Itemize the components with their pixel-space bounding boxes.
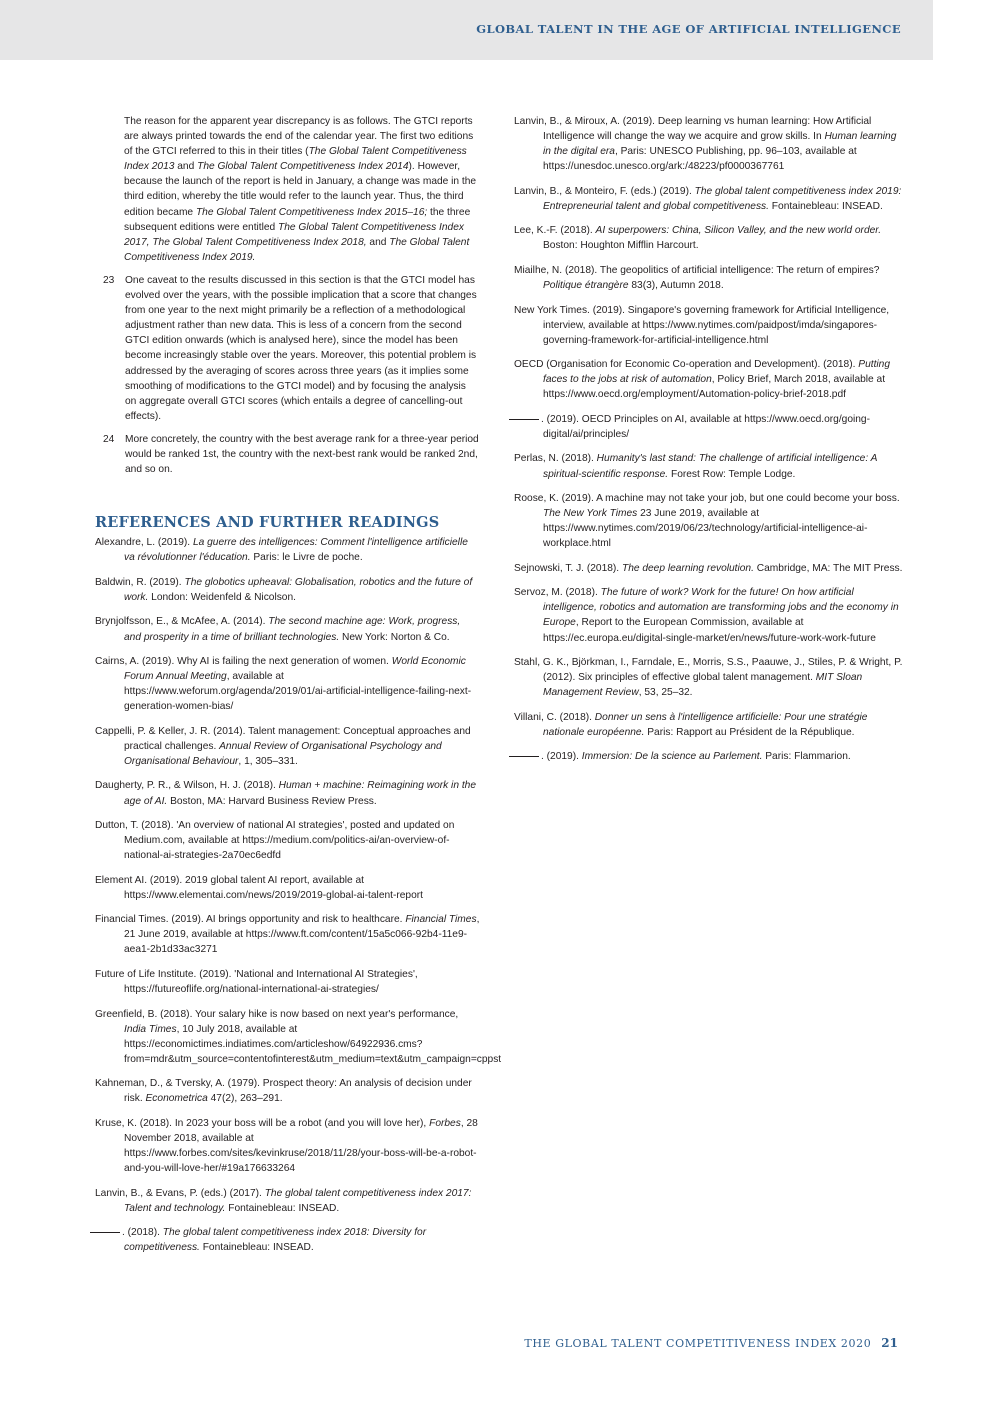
reference-item: Lanvin, B., & Evans, P. (eds.) (2017). The global talent competitiveness index 2017: Talent and technology. Fontainebleau: INSEAD. — [95, 1187, 472, 1214]
note-22-continuation: The reason for the apparent year discrepancy is as follows. The GTCI reports are always printed towards the end of the calendar year. The first two editions of the GTCI referred to this in their titles (The Global Talent Competitiveness Index 2013 and The Global Talent Competitiveness Index 2014). However, because the launch of the report is held in January, a change was made in the third edition, whereby the title would refer to the launch year. Thus, the third edition became The Global Talent Competitiveness Index 2015–16; the three subsequent editions were entitled The Global Talent Competitiveness Index 2017, The Global Talent Competitiveness Index 2018, and The Global Talent Competitiveness Index 2019. — [124, 116, 477, 263]
reference-item: Stahl, G. K., Björkman, I., Farndale, E., Morris, S.S., Paauwe, J., Stiles, P. & Wright, P. (2012). Six principles of effective global talent management. MIT Sloan Management Review, 53, 25–32. — [514, 657, 903, 699]
header-band — [0, 0, 933, 60]
reference-item: Sejnowski, T. J. (2018). The deep learning revolution. Cambridge, MA: The MIT Press. — [514, 562, 903, 574]
reference-item: Roose, K. (2019). A machine may not take your job, but one could become your boss. The New York Times 23 June 2019, available at https://www.nytimes.com/2019/06/23/technology/artificial-intelligence-ai-workplace.html — [514, 493, 900, 550]
ditto-dash — [90, 1232, 120, 1233]
ditto-dash — [509, 756, 539, 757]
reference-item: . (2018). The global talent competitiveness index 2018: Diversity for competitiveness. Fontainebleau: INSEAD. — [95, 1225, 480, 1255]
reference-item: Servoz, M. (2018). The future of work? Work for the future! On how artificial intelligence, robotics and automation are transforming jobs and the economy in Europe, Report to the European Commission, available at https://ec.europa.eu/digital-single-market/en/news/future-work-work-future — [514, 587, 899, 644]
reference-item: . (2019). OECD Principles on AI, available at https://www.oecd.org/going-digital/ai/principles/ — [514, 412, 904, 442]
page-number: 21 — [881, 1336, 898, 1350]
reference-item: Element AI. (2019). 2019 global talent AI report, available at https://www.elementai.com/news/2019/2019-global-ai-talent-report — [95, 874, 423, 901]
right-column — [514, 114, 904, 774]
ditto-dash — [509, 419, 539, 420]
reference-item: Lee, K.-F. (2018). AI superpowers: China, Silicon Valley, and the new world order. Boston: Houghton Mifflin Harcourt. — [514, 225, 882, 252]
left-column — [95, 114, 502, 1265]
running-title: GLOBAL TALENT IN THE AGE OF ARTIFICIAL INTELLIGENCE — [476, 22, 901, 36]
reference-item: New York Times. (2019). Singapore's governing framework for Artificial Intelligence, interview, available at https://www.nytimes.com/paidpost/imda/singapores-governing-framework-for-artificial-intelligence.html — [514, 304, 890, 346]
reference-item: Kahneman, D., & Tversky, A. (1979). Prospect theory: An analysis of decision under risk. Econometrica 47(2), 263–291. — [95, 1078, 472, 1105]
reference-item: Kruse, K. (2018). In 2023 your boss will be a robot (and you will love her), Forbes, 28 November 2018, available at https://www.forbes.com/sites/kevinkruse/2018/11/28/your-boss-will-be-a-robot-and-you-will-love-her/#19a176633264 — [95, 1117, 478, 1175]
reference-item: Villani, C. (2018). Donner un sens à l'intelligence artificielle: Pour une stratégie nationale européenne. Paris: Rapport au Président de la République. — [514, 711, 868, 738]
reference-item: Lanvin, B., & Monteiro, F. (eds.) (2019). The global talent competitiveness index 2019: Entrepreneurial talent and global competitiveness. Fontainebleau: INSEAD. — [514, 185, 902, 212]
reference-item: Miailhe, N. (2018). The geopolitics of artificial intelligence: The return of empires? Politique étrangère 83(3), Autumn 2018. — [514, 264, 880, 292]
reference-item: Cappelli, P. & Keller, J. R. (2014). Talent management: Conceptual approaches and practical challenges. Annual Review of Organisational Psychology and Organisational Behaviour, 1, 305–331. — [95, 725, 471, 767]
publication-title: THE GLOBAL TALENT COMPETITIVENESS INDEX 2020 — [524, 1337, 872, 1350]
note-23 — [95, 273, 480, 424]
reference-item: . (2019). Immersion: De la science au Parlement. Paris: Flammarion. — [514, 749, 904, 764]
reference-item: Daugherty, P. R., & Wilson, H. J. (2018). Human + machine: Reimagining work in the age of AI. Boston, MA: Harvard Business Review Press. — [95, 780, 476, 807]
note-24 — [95, 432, 480, 477]
reference-item: Financial Times. (2019). AI brings opportunity and risk to healthcare. Financial Times, 21 June 2019, available at https://www.ft.com/content/15a5c066-92b4-11e9-aea1-2b1d33ac3271 — [95, 914, 480, 956]
reference-item: Lanvin, B., & Miroux, A. (2019). Deep learning vs human learning: How Artificial Intelligence will change the way we acquire and grow skills. In Human learning in the digital era, Paris: UNESCO Publishing, pp. 96–103, available at https://unesdoc.unesco.org/ark:/48223/pf0000367761 — [514, 116, 897, 173]
reference-item: Cairns, A. (2019). Why AI is failing the next generation of women. World Economic Forum Annual Meeting, available at https://www.weforum.org/agenda/2019/01/ai-artificial-intelligence-failing-next-generation-women-bias/ — [95, 655, 472, 713]
note-text: One caveat to the results discussed in this section is that the GTCI model has evolved over the years, with the possible implication that a score that changes from one year to the next might primarily be a reflection of a methodological adjustment rather than new data. This is less of a concern from the second GTCI edition onwards (which is analysed here), since the model has been become increasingly stable over the years. Moreover, this potential problem is addressed by the averaging of scores across three years (as it implies some smoothing of modifications to the GTCI model) and by focusing the analysis on aggregate overall GTCI scores (which entails a degree of cancelling-out effects). — [125, 274, 477, 422]
reference-item: Greenfield, B. (2018). Your salary hike is now based on next year's performance, India Times, 10 July 2018, available at https://economictimes.indiatimes.com/articleshow/64922936.cms?from=mdr&utm_source=contentofinterest&utm_medium=text&utm_campaign=cppst — [95, 1008, 502, 1065]
reference-item: Future of Life Institute. (2019). 'National and International AI Strategies', https://futureoflife.org/national-international-ai-strategies/ — [95, 968, 418, 996]
reference-item: Perlas, N. (2018). Humanity's last stand: The challenge of artificial intelligence: A spiritual-scientific response. Forest Row: Temple Lodge. — [514, 453, 878, 480]
note-number: 23 — [103, 274, 115, 286]
page-footer — [524, 1336, 898, 1350]
reference-item: Brynjolfsson, E., & McAfee, A. (2014). The second machine age: Work, progress, and prosperity in a time of brilliant technologies. New York: Norton & Co. — [95, 616, 461, 643]
note-number: 24 — [103, 433, 115, 445]
reference-item: Dutton, T. (2018). 'An overview of national AI strategies', posted and updated on Medium.com, available at https://medium.com/politics-ai/an-overview-of-national-ai-strategies-2a70ec6edfd — [95, 820, 455, 862]
note-text: More concretely, the country with the best average rank for a three-year period would be ranked 1st, the country with the next-best rank would be ranked 2nd, and so on. — [125, 433, 479, 476]
references-heading: REFERENCES AND FURTHER READINGS — [95, 514, 440, 532]
reference-item: OECD (Organisation for Economic Co-operation and Development). (2018). Putting faces to the jobs at risk of automation, Policy Brief, March 2018, available at https://www.oecd.org/employment/Automation-policy-brief-2018.pdf — [514, 359, 890, 401]
reference-item: Baldwin, R. (2019). The globotics upheaval: Globalisation, robotics and the future of work. London: Weidenfeld & Nicolson. — [95, 576, 473, 603]
reference-item: Alexandre, L. (2019). La guerre des intelligences: Comment l'intelligence artificielle va révolutionner l'éducation. Paris: le Livre de poche. — [95, 537, 468, 564]
